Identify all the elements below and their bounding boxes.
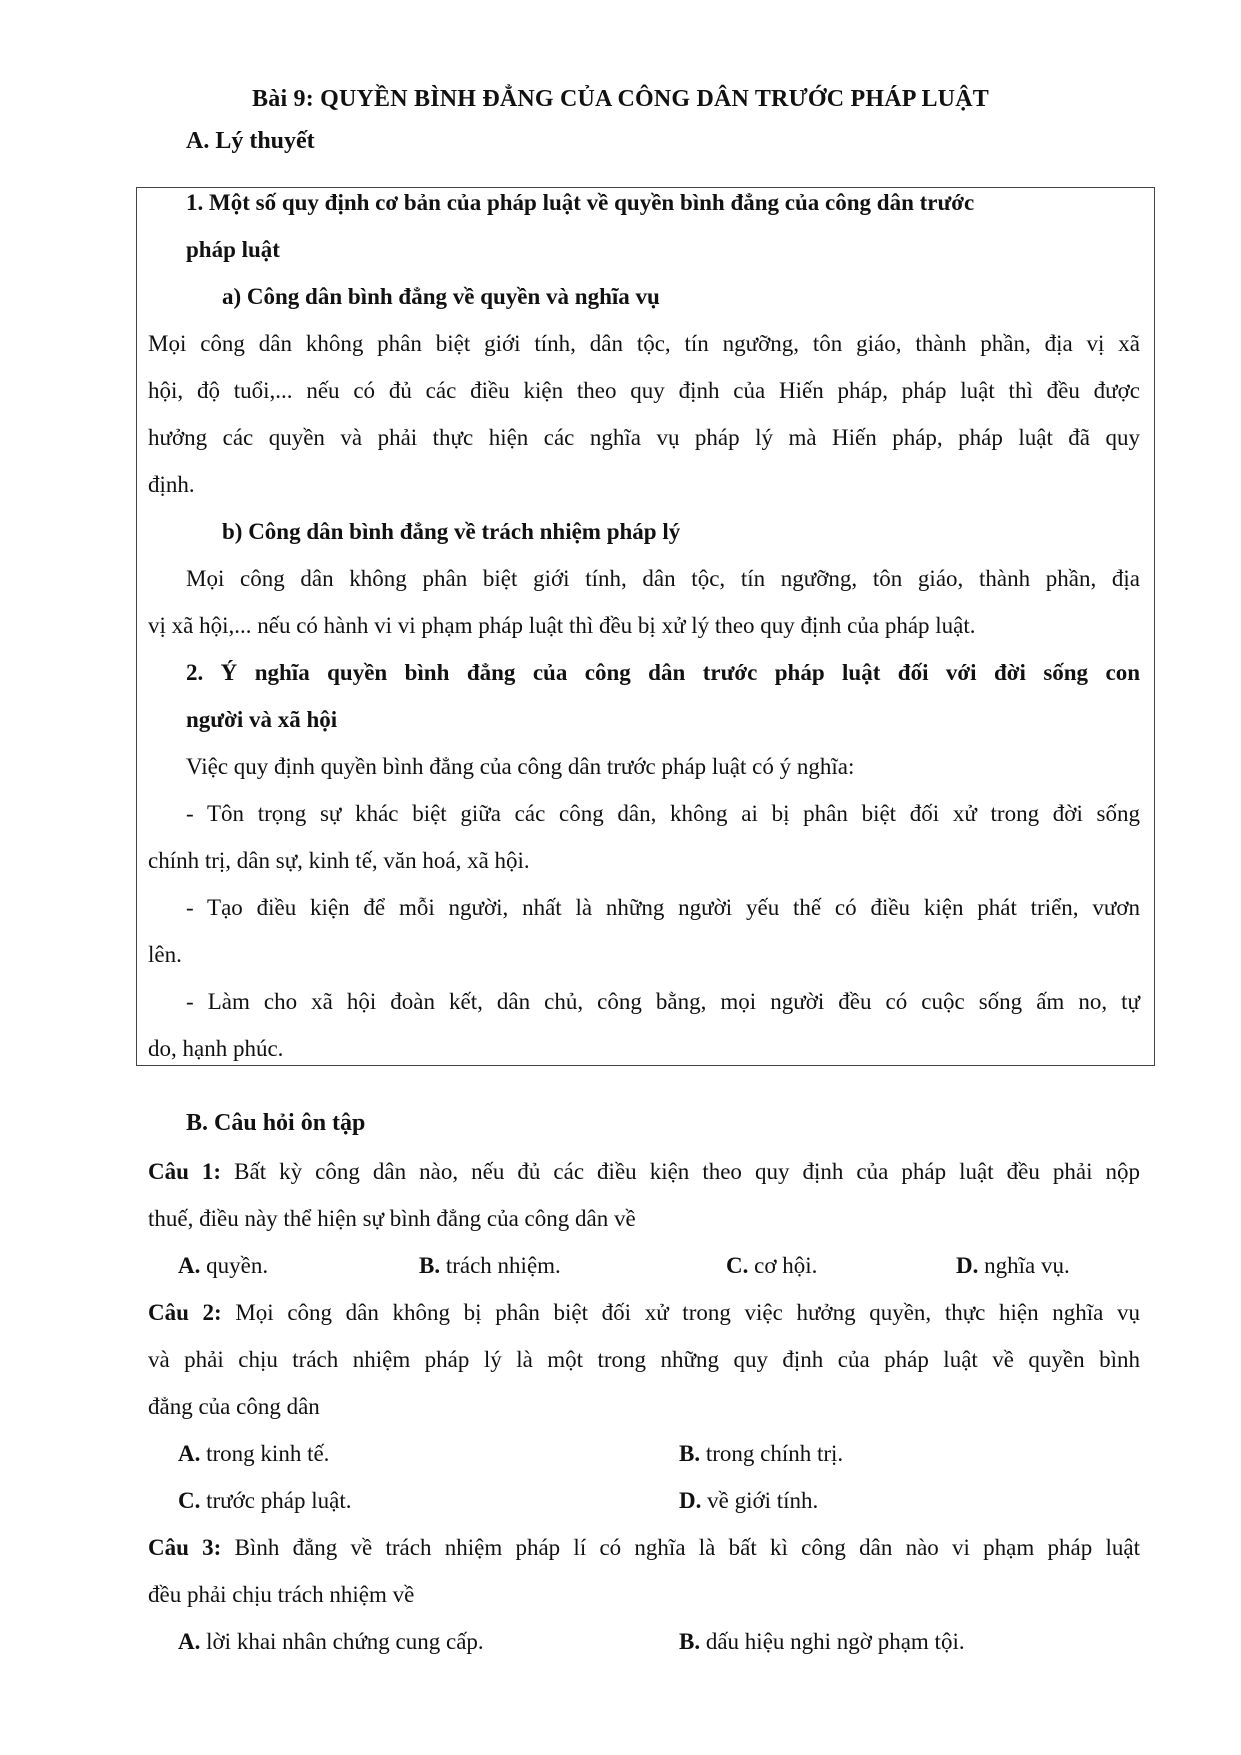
q2-option-d — [679, 1486, 818, 1516]
option-letter: A. — [178, 1253, 201, 1278]
option-letter: A. — [178, 1441, 201, 1466]
q2-option-c — [178, 1486, 351, 1516]
option-text: quyền. — [200, 1253, 269, 1278]
option-text: dấu hiệu nghi ngờ phạm tội. — [700, 1629, 965, 1654]
para-b-line-1: Mọi công dân không phân biệt giới tính, dân tộc, tín ngưỡng, tôn giáo, thành phần, địa — [186, 566, 1140, 591]
option-text: về giới tính. — [701, 1488, 819, 1513]
question-text: Bình đẳng về trách nhiệm pháp lí có nghĩa là bất kì công dân nào vi phạm pháp luật — [221, 1535, 1140, 1560]
option-text: trong chính trị. — [700, 1441, 844, 1466]
subheading-b: b) Công dân bình đẳng về trách nhiệm pháp lý — [222, 519, 681, 544]
question-2-line-2: và phải chịu trách nhiệm pháp lý là một trong những quy định của pháp luật về quyền bình — [148, 1347, 1140, 1372]
option-letter: B. — [419, 1253, 441, 1278]
option-letter: D. — [956, 1253, 979, 1278]
bullet-2-line-2: lên. — [148, 942, 182, 967]
question-text: Bất kỳ công dân nào, nếu đủ các điều kiện theo quy định của pháp luật đều phải nộp — [221, 1159, 1141, 1184]
question-label: Câu 3: — [148, 1535, 222, 1560]
para-a-line-3: hưởng các quyền và phải thực hiện các nghĩa vụ pháp lý mà Hiến pháp, pháp luật đã quy — [148, 425, 1140, 450]
question-1-line-1 — [148, 1157, 1140, 1187]
page-title: Bài 9: QUYỀN BÌNH ĐẲNG CỦA CÔNG DÂN TRƯỚC PHÁP LUẬT — [252, 86, 989, 112]
meaning-intro: Việc quy định quyền bình đẳng của công dân trước pháp luật có ý nghĩa: — [186, 754, 855, 779]
option-letter: B. — [679, 1629, 701, 1654]
para-a-line-4: định. — [148, 472, 195, 497]
option-letter: C. — [178, 1488, 201, 1513]
question-1-line-2: thuế, điều này thể hiện sự bình đẳng của công dân về — [148, 1206, 636, 1231]
q1-option-c — [726, 1251, 817, 1281]
option-text: lời khai nhân chứng cung cấp. — [200, 1629, 484, 1654]
q1-option-b — [419, 1251, 561, 1281]
section-b-heading: B. Câu hỏi ôn tập — [186, 1110, 366, 1136]
q1-option-d — [956, 1251, 1070, 1281]
question-2-line-3: đẳng của công dân — [148, 1394, 320, 1419]
para-a-line-1: Mọi công dân không phân biệt giới tính, dân tộc, tín ngưỡng, tôn giáo, thành phần, địa vị xã — [148, 331, 1140, 356]
option-text: trong kinh tế. — [200, 1441, 330, 1466]
subheading-a: a) Công dân bình đẳng về quyền và nghĩa vụ — [222, 284, 660, 309]
question-label: Câu 2: — [148, 1300, 222, 1325]
option-letter: A. — [178, 1629, 201, 1654]
bullet-3-line-1: - Làm cho xã hội đoàn kết, dân chủ, công bằng, mọi người đều có cuộc sống ấm no, tự — [186, 989, 1140, 1014]
question-2-line-1 — [148, 1298, 1140, 1328]
question-3-line-2: đều phải chịu trách nhiệm về — [148, 1582, 415, 1607]
q1-option-a — [178, 1251, 268, 1281]
question-text: Mọi công dân không bị phân biệt đối xử trong việc hưởng quyền, thực hiện nghĩa vụ — [221, 1300, 1140, 1325]
q3-option-a — [178, 1627, 484, 1657]
bullet-2-line-1: - Tạo điều kiện để mỗi người, nhất là những người yếu thế có điều kiện phát triển, vươn — [186, 895, 1140, 920]
bullet-3-line-2: do, hạnh phúc. — [148, 1036, 284, 1061]
option-letter: B. — [679, 1441, 701, 1466]
q2-option-b — [679, 1439, 843, 1469]
option-text: trách nhiệm. — [440, 1253, 561, 1278]
heading-1-line-1: 1. Một số quy định cơ bản của pháp luật về quyền bình đẳng của công dân trước — [186, 190, 975, 215]
section-a-heading: A. Lý thuyết — [186, 128, 315, 154]
q2-option-a — [178, 1439, 329, 1469]
bullet-1-line-1: - Tôn trọng sự khác biệt giữa các công dân, không ai bị phân biệt đối xử trong đời sống — [186, 801, 1140, 826]
question-3-line-1 — [148, 1533, 1140, 1563]
q3-option-b — [679, 1627, 965, 1657]
heading-2-line-1: 2. Ý nghĩa quyền bình đẳng của công dân trước pháp luật đối với đời sống con — [186, 660, 1140, 685]
heading-2-line-2: người và xã hội — [186, 707, 338, 732]
option-letter: C. — [726, 1253, 749, 1278]
option-text: trước pháp luật. — [200, 1488, 352, 1513]
heading-1-line-2: pháp luật — [186, 237, 280, 262]
option-text: nghĩa vụ. — [978, 1253, 1070, 1278]
bullet-1-line-2: chính trị, dân sự, kinh tế, văn hoá, xã hội. — [148, 848, 530, 873]
para-a-line-2: hội, độ tuổi,... nếu có đủ các điều kiện theo quy định của Hiến pháp, pháp luật thì đều được — [148, 378, 1140, 403]
option-letter: D. — [679, 1488, 702, 1513]
para-b-line-2: vị xã hội,... nếu có hành vi vi phạm pháp luật thì đều bị xử lý theo quy định của pháp luật. — [148, 613, 976, 638]
option-text: cơ hội. — [748, 1253, 818, 1278]
question-label: Câu 1: — [148, 1159, 222, 1184]
